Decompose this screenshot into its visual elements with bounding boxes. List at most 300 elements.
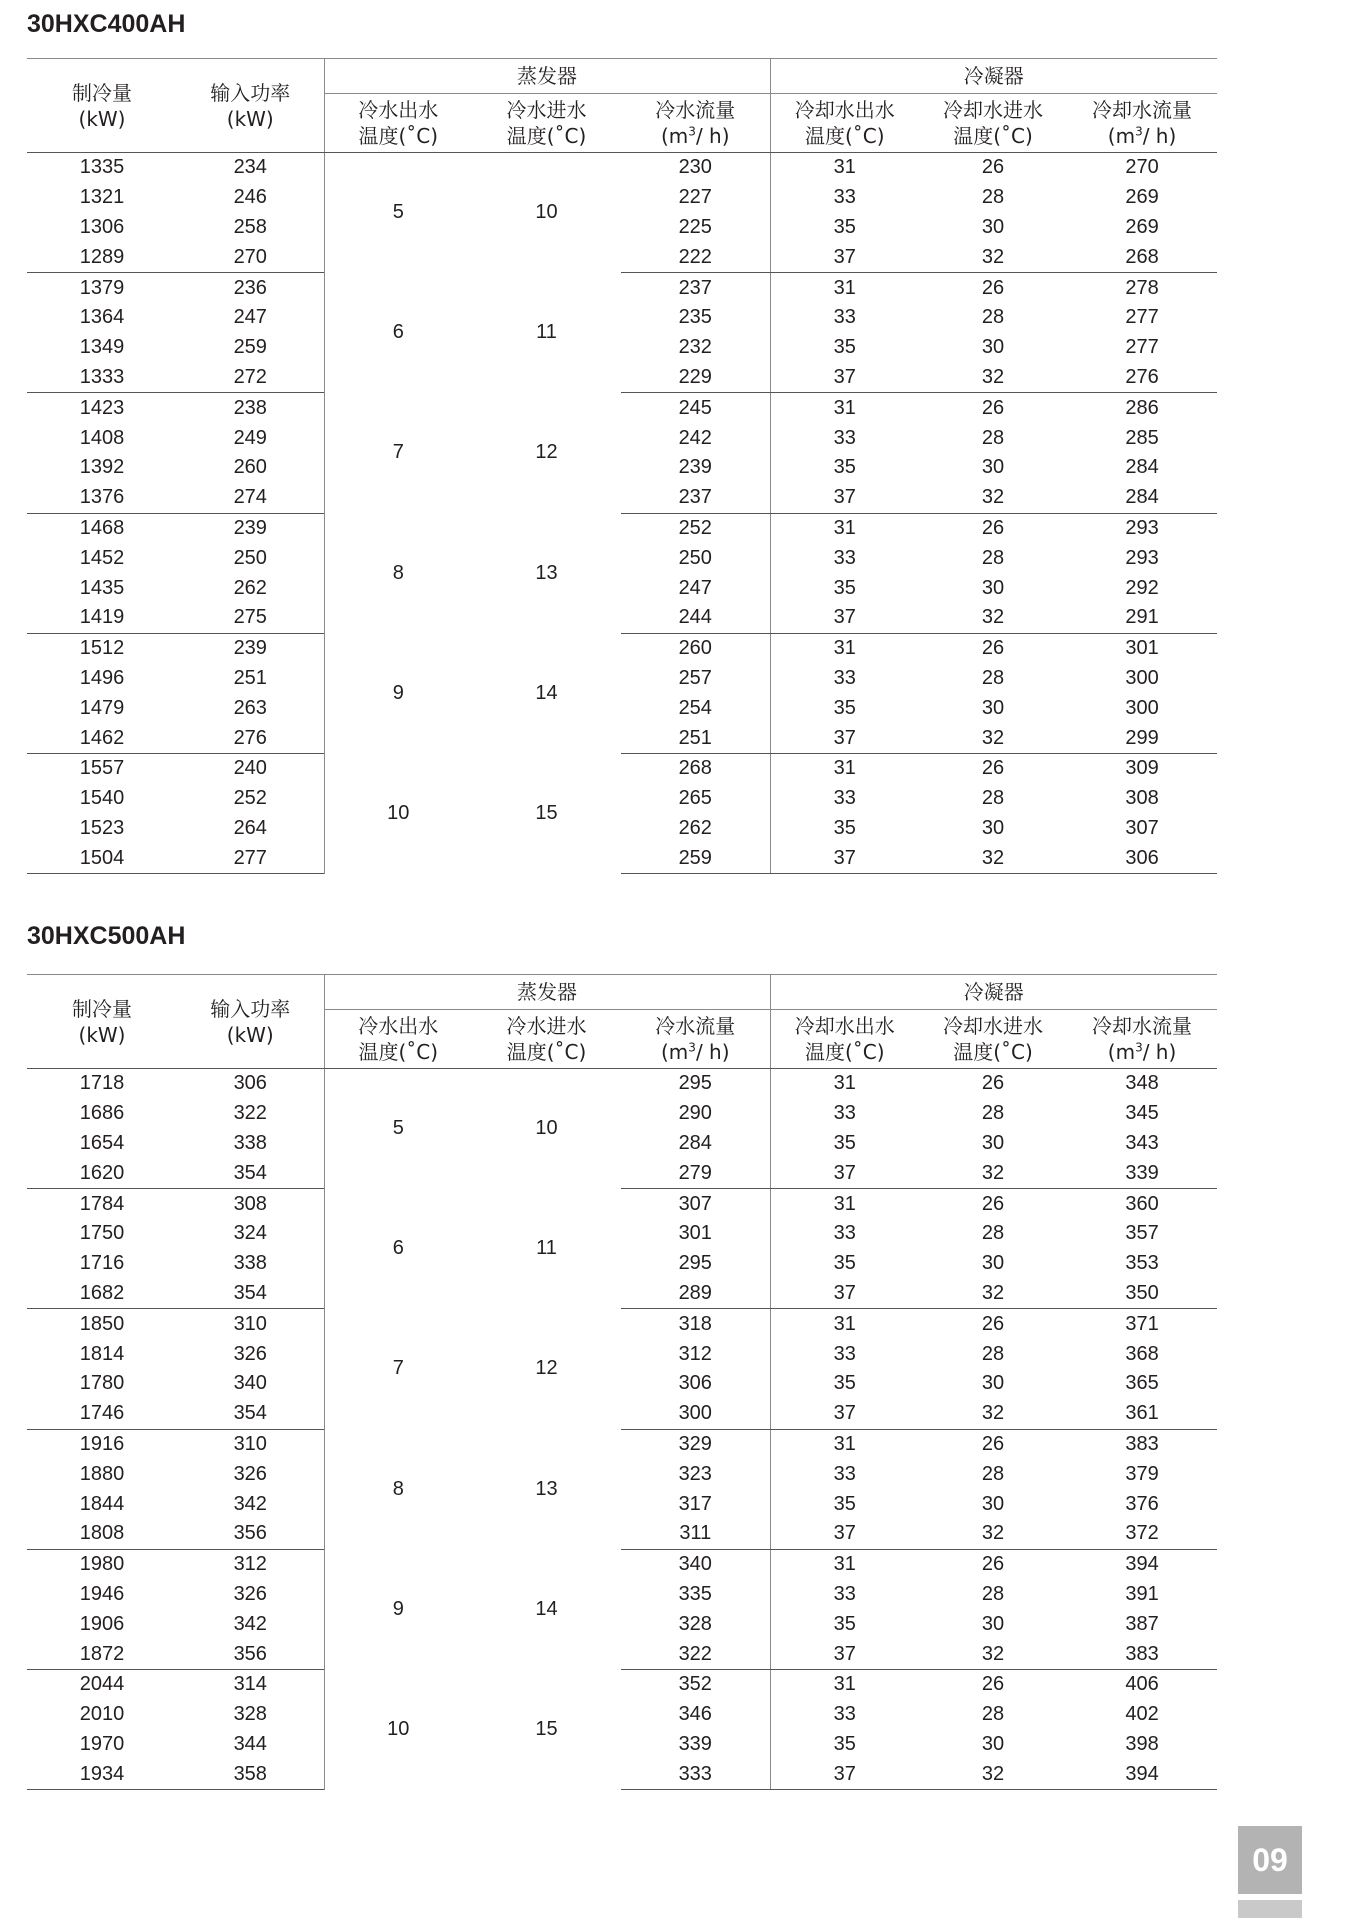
header-capacity: 制冷量 (kW) xyxy=(27,59,177,153)
power-cell: 270 xyxy=(177,242,324,272)
chw-flow-cell: 301 xyxy=(678,1222,712,1245)
cw-flow-cell: 394 xyxy=(1125,1553,1159,1576)
cw-flow-cell: 345 xyxy=(1125,1102,1159,1125)
spec-table xyxy=(27,974,1217,1790)
chw-flow-cell: 242 xyxy=(678,426,712,449)
chw-flow-cell: 322 xyxy=(621,1639,770,1669)
power-cell: 272 xyxy=(177,363,324,393)
power-cell: 251 xyxy=(233,666,267,689)
table-row xyxy=(27,1580,1217,1610)
cw-flow-cell: 402 xyxy=(1125,1703,1159,1726)
header-cw-in: 冷却水进水 温度(˚C) xyxy=(919,1010,1067,1069)
table-row xyxy=(27,1399,1217,1429)
cw-in-temp-cell: 26 xyxy=(981,1673,1005,1696)
capacity-cell: 1654 xyxy=(79,1131,125,1154)
spec-table-body xyxy=(27,1069,1217,1790)
chw-in-temp-cell: 14 xyxy=(535,681,558,704)
capacity-cell: 1844 xyxy=(79,1492,125,1515)
power-cell: 274 xyxy=(177,483,324,513)
cw-out-temp-cell: 33 xyxy=(770,183,919,213)
chw-flow-cell: 295 xyxy=(678,1252,712,1275)
power-cell: 238 xyxy=(233,396,267,419)
cw-flow-cell: 292 xyxy=(1125,576,1159,599)
cw-out-temp-cell: 35 xyxy=(770,814,919,844)
capacity-cell: 1306 xyxy=(79,215,125,238)
power-cell: 342 xyxy=(233,1612,267,1635)
power-cell: 263 xyxy=(233,696,267,719)
table-row xyxy=(27,753,1217,783)
chw-out-temp-cell: 9 xyxy=(324,633,472,753)
table-row xyxy=(27,483,1217,513)
cw-in-temp-cell: 26 xyxy=(981,1192,1005,1215)
spec-table xyxy=(27,58,1217,874)
cw-flow-cell: 270 xyxy=(1125,156,1159,179)
header-chw-in: 冷水进水 温度(˚C) xyxy=(472,1010,621,1069)
table-row xyxy=(27,843,1217,873)
capacity-cell: 1540 xyxy=(79,787,125,810)
cw-in-temp-cell: 26 xyxy=(981,1553,1005,1576)
cw-flow-cell: 368 xyxy=(1125,1342,1159,1365)
page-number-badge: 09 xyxy=(1238,1826,1302,1894)
chw-flow-cell: 268 xyxy=(678,757,712,780)
chw-flow-cell: 265 xyxy=(678,787,712,810)
header-cw-out: 冷却水出水 温度(˚C) xyxy=(770,94,919,153)
cw-flow-cell: 376 xyxy=(1125,1492,1159,1515)
chw-flow-cell: 237 xyxy=(621,483,770,513)
capacity-cell: 1512 xyxy=(79,637,125,660)
table-row xyxy=(27,242,1217,272)
cw-out-temp-cell: 37 xyxy=(770,1519,919,1549)
power-cell: 324 xyxy=(233,1222,267,1245)
cw-out-temp-cell: 31 xyxy=(770,1189,919,1219)
power-cell: 277 xyxy=(177,843,324,873)
cw-in-temp-cell: 30 xyxy=(981,1492,1005,1515)
table-row xyxy=(27,1158,1217,1188)
header-chw-out: 冷水出水 温度(˚C) xyxy=(324,94,472,153)
capacity-cell: 1349 xyxy=(79,336,125,359)
cw-in-temp-cell: 28 xyxy=(981,546,1005,569)
table-row xyxy=(27,153,1217,183)
cw-flow-cell: 361 xyxy=(1067,1399,1217,1429)
cw-in-temp-cell: 32 xyxy=(919,363,1067,393)
cw-out-temp-cell: 37 xyxy=(770,1279,919,1309)
power-cell: 308 xyxy=(233,1192,267,1215)
table-row xyxy=(27,1429,1217,1459)
power-cell: 310 xyxy=(233,1432,267,1455)
cw-out-temp-cell: 37 xyxy=(770,843,919,873)
cw-out-temp-cell: 37 xyxy=(770,1399,919,1429)
cw-flow-cell: 269 xyxy=(1125,215,1159,238)
cw-in-temp-cell: 30 xyxy=(981,576,1005,599)
power-cell: 249 xyxy=(233,426,267,449)
cw-flow-cell: 387 xyxy=(1125,1612,1159,1635)
cw-out-temp-cell: 33 xyxy=(770,1219,919,1249)
cw-flow-cell: 277 xyxy=(1125,336,1159,359)
table-row xyxy=(27,1549,1217,1579)
table-row xyxy=(27,814,1217,844)
chw-flow-cell: 244 xyxy=(621,603,770,633)
chw-flow-cell: 328 xyxy=(678,1612,712,1635)
cw-in-temp-cell: 32 xyxy=(919,483,1067,513)
cw-flow-cell: 300 xyxy=(1125,666,1159,689)
cw-in-temp-cell: 26 xyxy=(981,396,1005,419)
chw-flow-cell: 335 xyxy=(678,1582,712,1605)
capacity-cell: 1682 xyxy=(27,1279,177,1309)
cw-flow-cell: 383 xyxy=(1125,1432,1159,1455)
capacity-cell: 1376 xyxy=(27,483,177,513)
chw-flow-cell: 300 xyxy=(621,1399,770,1429)
table-row xyxy=(27,513,1217,543)
cw-in-temp-cell: 32 xyxy=(919,1519,1067,1549)
cw-in-temp-cell: 32 xyxy=(919,242,1067,272)
chw-in-temp-cell: 12 xyxy=(535,441,558,464)
cw-flow-cell: 391 xyxy=(1125,1582,1159,1605)
table-row xyxy=(27,453,1217,483)
cw-flow-cell: 398 xyxy=(1125,1732,1159,1755)
cw-out-temp-cell: 33 xyxy=(770,303,919,333)
capacity-cell: 1496 xyxy=(79,666,125,689)
chw-out-temp-cell: 7 xyxy=(324,1309,472,1429)
chw-in-temp-cell: 14 xyxy=(535,1597,558,1620)
capacity-cell: 1523 xyxy=(79,816,125,839)
header-capacity: 制冷量 (kW) xyxy=(27,975,177,1069)
cw-out-temp-cell: 35 xyxy=(770,1489,919,1519)
table-row xyxy=(27,1099,1217,1129)
cw-in-temp-cell: 26 xyxy=(981,757,1005,780)
cw-in-temp-cell: 32 xyxy=(919,1279,1067,1309)
header-power: 输入功率 (kW) xyxy=(177,975,324,1069)
header-chw-flow: 冷水流量 ($m^3/$ h) xyxy=(621,1010,770,1069)
cw-flow-cell: 291 xyxy=(1067,603,1217,633)
cw-in-temp-cell: 26 xyxy=(981,516,1005,539)
table-row xyxy=(27,423,1217,453)
chw-flow-cell: 307 xyxy=(678,1192,712,1215)
power-cell: 239 xyxy=(233,637,267,660)
chw-in-temp-cell: 11 xyxy=(536,321,557,344)
cw-flow-cell: 284 xyxy=(1125,456,1159,479)
cw-out-temp-cell: 33 xyxy=(770,543,919,573)
capacity-cell: 1289 xyxy=(27,242,177,272)
capacity-cell: 1408 xyxy=(79,426,125,449)
chw-in-temp-cell: 15 xyxy=(535,802,558,825)
capacity-cell: 1716 xyxy=(79,1252,125,1275)
cw-flow-cell: 285 xyxy=(1125,426,1159,449)
cw-flow-cell: 394 xyxy=(1067,1759,1217,1789)
chw-flow-cell: 295 xyxy=(678,1072,712,1095)
cw-out-temp-cell: 37 xyxy=(770,363,919,393)
chw-flow-cell: 352 xyxy=(678,1673,712,1696)
power-cell: 250 xyxy=(233,546,267,569)
chw-flow-cell: 262 xyxy=(678,816,712,839)
chw-flow-cell: 311 xyxy=(621,1519,770,1549)
cw-in-temp-cell: 30 xyxy=(981,1131,1005,1154)
chw-flow-cell: 333 xyxy=(621,1759,770,1789)
chw-flow-cell: 339 xyxy=(678,1732,712,1755)
table-row xyxy=(27,303,1217,333)
chw-flow-cell: 317 xyxy=(678,1492,712,1515)
cw-out-temp-cell: 33 xyxy=(770,1099,919,1129)
power-cell: 354 xyxy=(177,1158,324,1188)
cw-in-temp-cell: 28 xyxy=(981,1222,1005,1245)
table-row xyxy=(27,1519,1217,1549)
cw-out-temp-cell: 37 xyxy=(770,1639,919,1669)
chw-flow-cell: 284 xyxy=(678,1131,712,1154)
chw-flow-cell: 312 xyxy=(678,1342,712,1365)
power-cell: 328 xyxy=(233,1703,267,1726)
capacity-cell: 1504 xyxy=(27,843,177,873)
chw-out-temp-cell: 6 xyxy=(324,1189,472,1309)
chw-out-temp-cell: 10 xyxy=(324,753,472,873)
capacity-cell: 1379 xyxy=(79,276,125,299)
chw-in-temp-cell: 12 xyxy=(535,1357,558,1380)
cw-flow-cell: 383 xyxy=(1067,1639,1217,1669)
table-row xyxy=(27,573,1217,603)
table-row xyxy=(27,1609,1217,1639)
cw-out-temp-cell: 37 xyxy=(770,242,919,272)
power-cell: 240 xyxy=(233,757,267,780)
cw-in-temp-cell: 32 xyxy=(919,1759,1067,1789)
cw-out-temp-cell: 31 xyxy=(770,753,919,783)
cw-out-temp-cell: 35 xyxy=(770,333,919,363)
cw-out-temp-cell: 31 xyxy=(770,153,919,183)
capacity-cell: 1808 xyxy=(27,1519,177,1549)
table-row xyxy=(27,1669,1217,1699)
power-cell: 262 xyxy=(233,576,267,599)
cw-out-temp-cell: 35 xyxy=(770,453,919,483)
capacity-cell: 1462 xyxy=(27,723,177,753)
chw-out-temp-cell: 6 xyxy=(324,273,472,393)
table-row xyxy=(27,664,1217,694)
chw-flow-cell: 250 xyxy=(678,546,712,569)
chw-flow-cell: 259 xyxy=(621,843,770,873)
cw-in-temp-cell: 32 xyxy=(919,603,1067,633)
cw-flow-cell: 293 xyxy=(1125,546,1159,569)
cw-in-temp-cell: 28 xyxy=(981,1703,1005,1726)
cw-out-temp-cell: 35 xyxy=(770,1249,919,1279)
cw-flow-cell: 371 xyxy=(1125,1312,1159,1335)
power-cell: 356 xyxy=(177,1639,324,1669)
table-row xyxy=(27,603,1217,633)
power-cell: 338 xyxy=(233,1252,267,1275)
chw-flow-cell: 235 xyxy=(678,306,712,329)
chw-flow-cell: 239 xyxy=(678,456,712,479)
capacity-cell: 1321 xyxy=(79,186,125,209)
cw-flow-cell: 353 xyxy=(1125,1252,1159,1275)
table-row xyxy=(27,784,1217,814)
cw-out-temp-cell: 33 xyxy=(770,1459,919,1489)
cw-out-temp-cell: 31 xyxy=(770,1429,919,1459)
chw-flow-cell: 247 xyxy=(678,576,712,599)
chw-out-temp-cell: 8 xyxy=(324,1429,472,1549)
capacity-cell: 1746 xyxy=(27,1399,177,1429)
cw-in-temp-cell: 28 xyxy=(981,787,1005,810)
chw-flow-cell: 346 xyxy=(678,1703,712,1726)
chw-flow-cell: 260 xyxy=(678,637,712,660)
cw-in-temp-cell: 28 xyxy=(981,306,1005,329)
chw-flow-cell: 306 xyxy=(678,1372,712,1395)
cw-in-temp-cell: 30 xyxy=(981,1252,1005,1275)
table-row xyxy=(27,213,1217,243)
capacity-cell: 1872 xyxy=(27,1639,177,1669)
cw-in-temp-cell: 26 xyxy=(981,637,1005,660)
power-cell: 258 xyxy=(233,215,267,238)
power-cell: 246 xyxy=(233,186,267,209)
cw-out-temp-cell: 33 xyxy=(770,423,919,453)
power-cell: 239 xyxy=(233,516,267,539)
header-cw-flow: 冷却水流量 ($m^3/$ h) xyxy=(1067,94,1217,153)
cw-out-temp-cell: 33 xyxy=(770,664,919,694)
cw-out-temp-cell: 35 xyxy=(770,213,919,243)
chw-in-temp-cell: 13 xyxy=(535,1477,558,1500)
cw-flow-cell: 360 xyxy=(1125,1192,1159,1215)
cw-flow-cell: 278 xyxy=(1125,276,1159,299)
table-row xyxy=(27,1249,1217,1279)
cw-flow-cell: 301 xyxy=(1125,637,1159,660)
chw-flow-cell: 254 xyxy=(678,696,712,719)
chw-flow-cell: 289 xyxy=(621,1279,770,1309)
header-evaporator: 蒸发器 xyxy=(324,975,770,1010)
capacity-cell: 2010 xyxy=(79,1703,125,1726)
table-row xyxy=(27,543,1217,573)
cw-out-temp-cell: 33 xyxy=(770,1339,919,1369)
cw-in-temp-cell: 26 xyxy=(981,276,1005,299)
capacity-cell: 1850 xyxy=(79,1312,125,1335)
power-cell: 275 xyxy=(177,603,324,633)
chw-out-temp-cell: 9 xyxy=(324,1549,472,1669)
header-cw-flow: 冷却水流量 ($m^3/$ h) xyxy=(1067,1010,1217,1069)
cw-in-temp-cell: 28 xyxy=(981,1102,1005,1125)
power-cell: 236 xyxy=(233,276,267,299)
cw-out-temp-cell: 37 xyxy=(770,1158,919,1188)
capacity-cell: 1452 xyxy=(79,546,125,569)
table-row xyxy=(27,333,1217,363)
capacity-cell: 1435 xyxy=(79,576,125,599)
cw-in-temp-cell: 30 xyxy=(981,816,1005,839)
power-cell: 326 xyxy=(233,1582,267,1605)
table-row xyxy=(27,1759,1217,1789)
cw-flow-cell: 372 xyxy=(1067,1519,1217,1549)
cw-in-temp-cell: 28 xyxy=(981,1342,1005,1365)
table-row xyxy=(27,1129,1217,1159)
power-cell: 340 xyxy=(233,1372,267,1395)
power-cell: 260 xyxy=(233,456,267,479)
model-title: 30HXC500AH xyxy=(27,922,186,950)
cw-flow-cell: 284 xyxy=(1067,483,1217,513)
cw-in-temp-cell: 32 xyxy=(919,1639,1067,1669)
cw-out-temp-cell: 35 xyxy=(770,1129,919,1159)
header-chw-flow: 冷水流量 ($m^3/$ h) xyxy=(621,94,770,153)
capacity-cell: 1916 xyxy=(79,1432,125,1455)
cw-out-temp-cell: 31 xyxy=(770,393,919,423)
power-cell: 259 xyxy=(233,336,267,359)
cw-out-temp-cell: 37 xyxy=(770,603,919,633)
capacity-cell: 1335 xyxy=(79,156,125,179)
chw-flow-cell: 257 xyxy=(678,666,712,689)
power-cell: 356 xyxy=(177,1519,324,1549)
chw-flow-cell: 225 xyxy=(678,215,712,238)
power-cell: 326 xyxy=(233,1462,267,1485)
cw-flow-cell: 350 xyxy=(1067,1279,1217,1309)
power-cell: 312 xyxy=(233,1553,267,1576)
power-cell: 344 xyxy=(233,1732,267,1755)
cw-in-temp-cell: 28 xyxy=(981,1462,1005,1485)
capacity-cell: 1784 xyxy=(79,1192,125,1215)
header-cw-in: 冷却水进水 温度(˚C) xyxy=(919,94,1067,153)
cw-out-temp-cell: 33 xyxy=(770,1580,919,1610)
cw-out-temp-cell: 37 xyxy=(770,723,919,753)
table-row xyxy=(27,1730,1217,1760)
chw-flow-cell: 227 xyxy=(678,186,712,209)
cw-in-temp-cell: 30 xyxy=(981,456,1005,479)
power-cell: 276 xyxy=(177,723,324,753)
table-row xyxy=(27,1219,1217,1249)
capacity-cell: 1970 xyxy=(79,1732,125,1755)
chw-in-temp-cell: 13 xyxy=(535,561,558,584)
table-row xyxy=(27,693,1217,723)
chw-flow-cell: 245 xyxy=(678,396,712,419)
header-power: 输入功率 (kW) xyxy=(177,59,324,153)
capacity-cell: 1750 xyxy=(79,1222,125,1245)
cw-flow-cell: 308 xyxy=(1125,787,1159,810)
capacity-cell: 1423 xyxy=(79,396,125,419)
chw-flow-cell: 237 xyxy=(678,276,712,299)
cw-out-temp-cell: 35 xyxy=(770,1609,919,1639)
chw-flow-cell: 229 xyxy=(621,363,770,393)
chw-in-temp-cell: 15 xyxy=(535,1718,558,1741)
chw-out-temp-cell: 5 xyxy=(324,153,472,273)
table-row xyxy=(27,723,1217,753)
capacity-cell: 1780 xyxy=(79,1372,125,1395)
chw-flow-cell: 329 xyxy=(678,1432,712,1455)
cw-in-temp-cell: 30 xyxy=(981,336,1005,359)
table-row xyxy=(27,363,1217,393)
table-row xyxy=(27,1489,1217,1519)
cw-in-temp-cell: 32 xyxy=(919,1158,1067,1188)
power-cell: 310 xyxy=(233,1312,267,1335)
chw-flow-cell: 323 xyxy=(678,1462,712,1485)
cw-flow-cell: 379 xyxy=(1125,1462,1159,1485)
cw-out-temp-cell: 31 xyxy=(770,1069,919,1099)
cw-flow-cell: 300 xyxy=(1125,696,1159,719)
cw-out-temp-cell: 31 xyxy=(770,1669,919,1699)
cw-out-temp-cell: 37 xyxy=(770,1759,919,1789)
chw-out-temp-cell: 7 xyxy=(324,393,472,513)
header-condenser: 冷凝器 xyxy=(770,975,1217,1010)
cw-flow-cell: 309 xyxy=(1125,757,1159,780)
chw-in-temp-cell: 10 xyxy=(535,1117,558,1140)
header-evaporator: 蒸发器 xyxy=(324,59,770,94)
power-cell: 247 xyxy=(233,306,267,329)
cw-in-temp-cell: 30 xyxy=(981,1612,1005,1635)
power-cell: 264 xyxy=(233,816,267,839)
cw-flow-cell: 268 xyxy=(1067,242,1217,272)
chw-flow-cell: 222 xyxy=(621,242,770,272)
cw-out-temp-cell: 35 xyxy=(770,693,919,723)
chw-flow-cell: 290 xyxy=(678,1102,712,1125)
capacity-cell: 1419 xyxy=(27,603,177,633)
cw-out-temp-cell: 31 xyxy=(770,273,919,303)
chw-out-temp-cell: 8 xyxy=(324,513,472,633)
spec-table-body xyxy=(27,153,1217,874)
power-cell: 358 xyxy=(177,1759,324,1789)
capacity-cell: 1686 xyxy=(79,1102,125,1125)
capacity-cell: 1814 xyxy=(79,1342,125,1365)
power-cell: 326 xyxy=(233,1342,267,1365)
page-tab-decoration xyxy=(1238,1900,1302,1918)
power-cell: 354 xyxy=(177,1399,324,1429)
table-row xyxy=(27,183,1217,213)
cw-out-temp-cell: 31 xyxy=(770,513,919,543)
